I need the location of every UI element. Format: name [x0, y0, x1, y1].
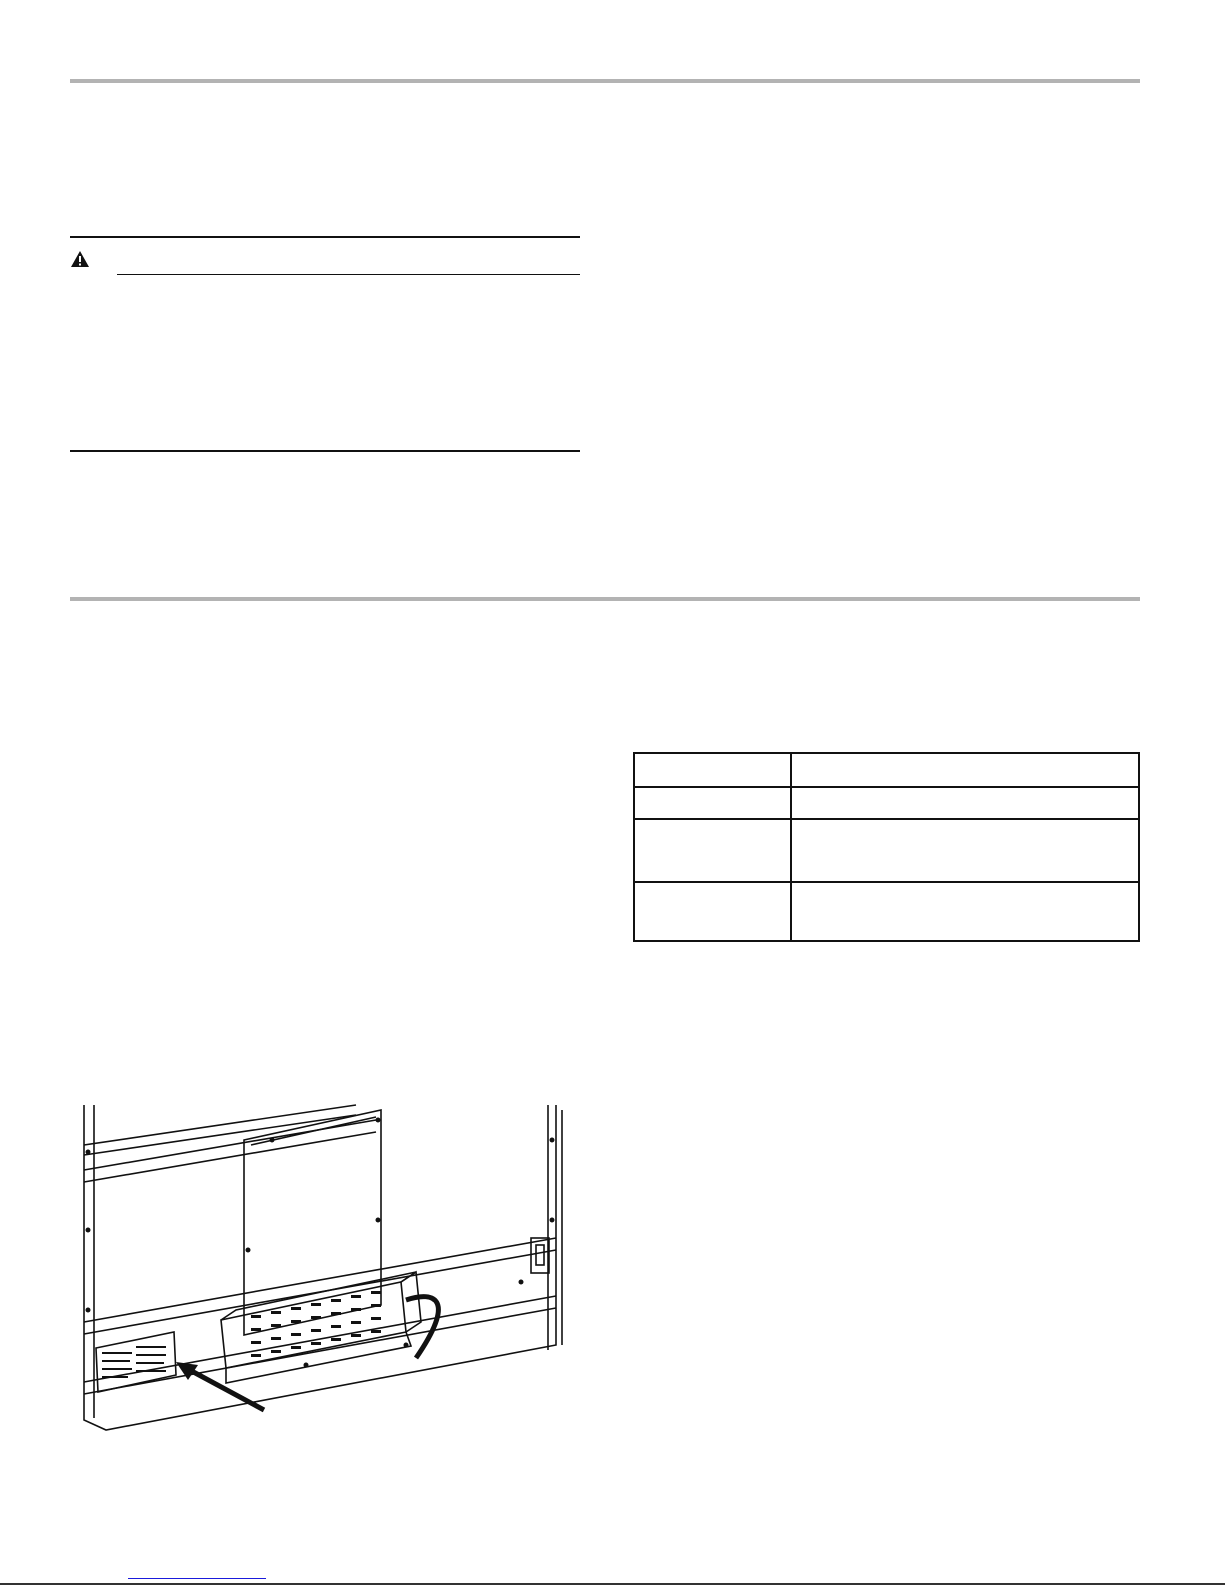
section-rule-top	[70, 79, 1140, 83]
table-cell	[791, 787, 1139, 818]
table-row	[634, 882, 1139, 941]
table-row	[634, 819, 1139, 883]
warning-heading-underline	[117, 274, 580, 275]
table-row	[634, 787, 1139, 818]
table-cell	[634, 819, 791, 883]
table-cell	[634, 882, 791, 941]
section-rule-middle	[70, 597, 1140, 601]
table-cell	[791, 753, 1139, 787]
warning-box-bottom-line	[70, 450, 580, 452]
table-cell	[791, 819, 1139, 883]
table-cell	[791, 882, 1139, 941]
spec-table	[633, 752, 1140, 942]
table-row	[634, 753, 1139, 787]
table-cell	[634, 753, 791, 787]
footer-link-underline[interactable]	[128, 1578, 266, 1579]
table-cell	[634, 787, 791, 818]
warning-box-top-line	[70, 236, 580, 238]
appliance-rear-panel-icon	[76, 1100, 576, 1440]
warning-triangle-icon	[70, 250, 90, 268]
